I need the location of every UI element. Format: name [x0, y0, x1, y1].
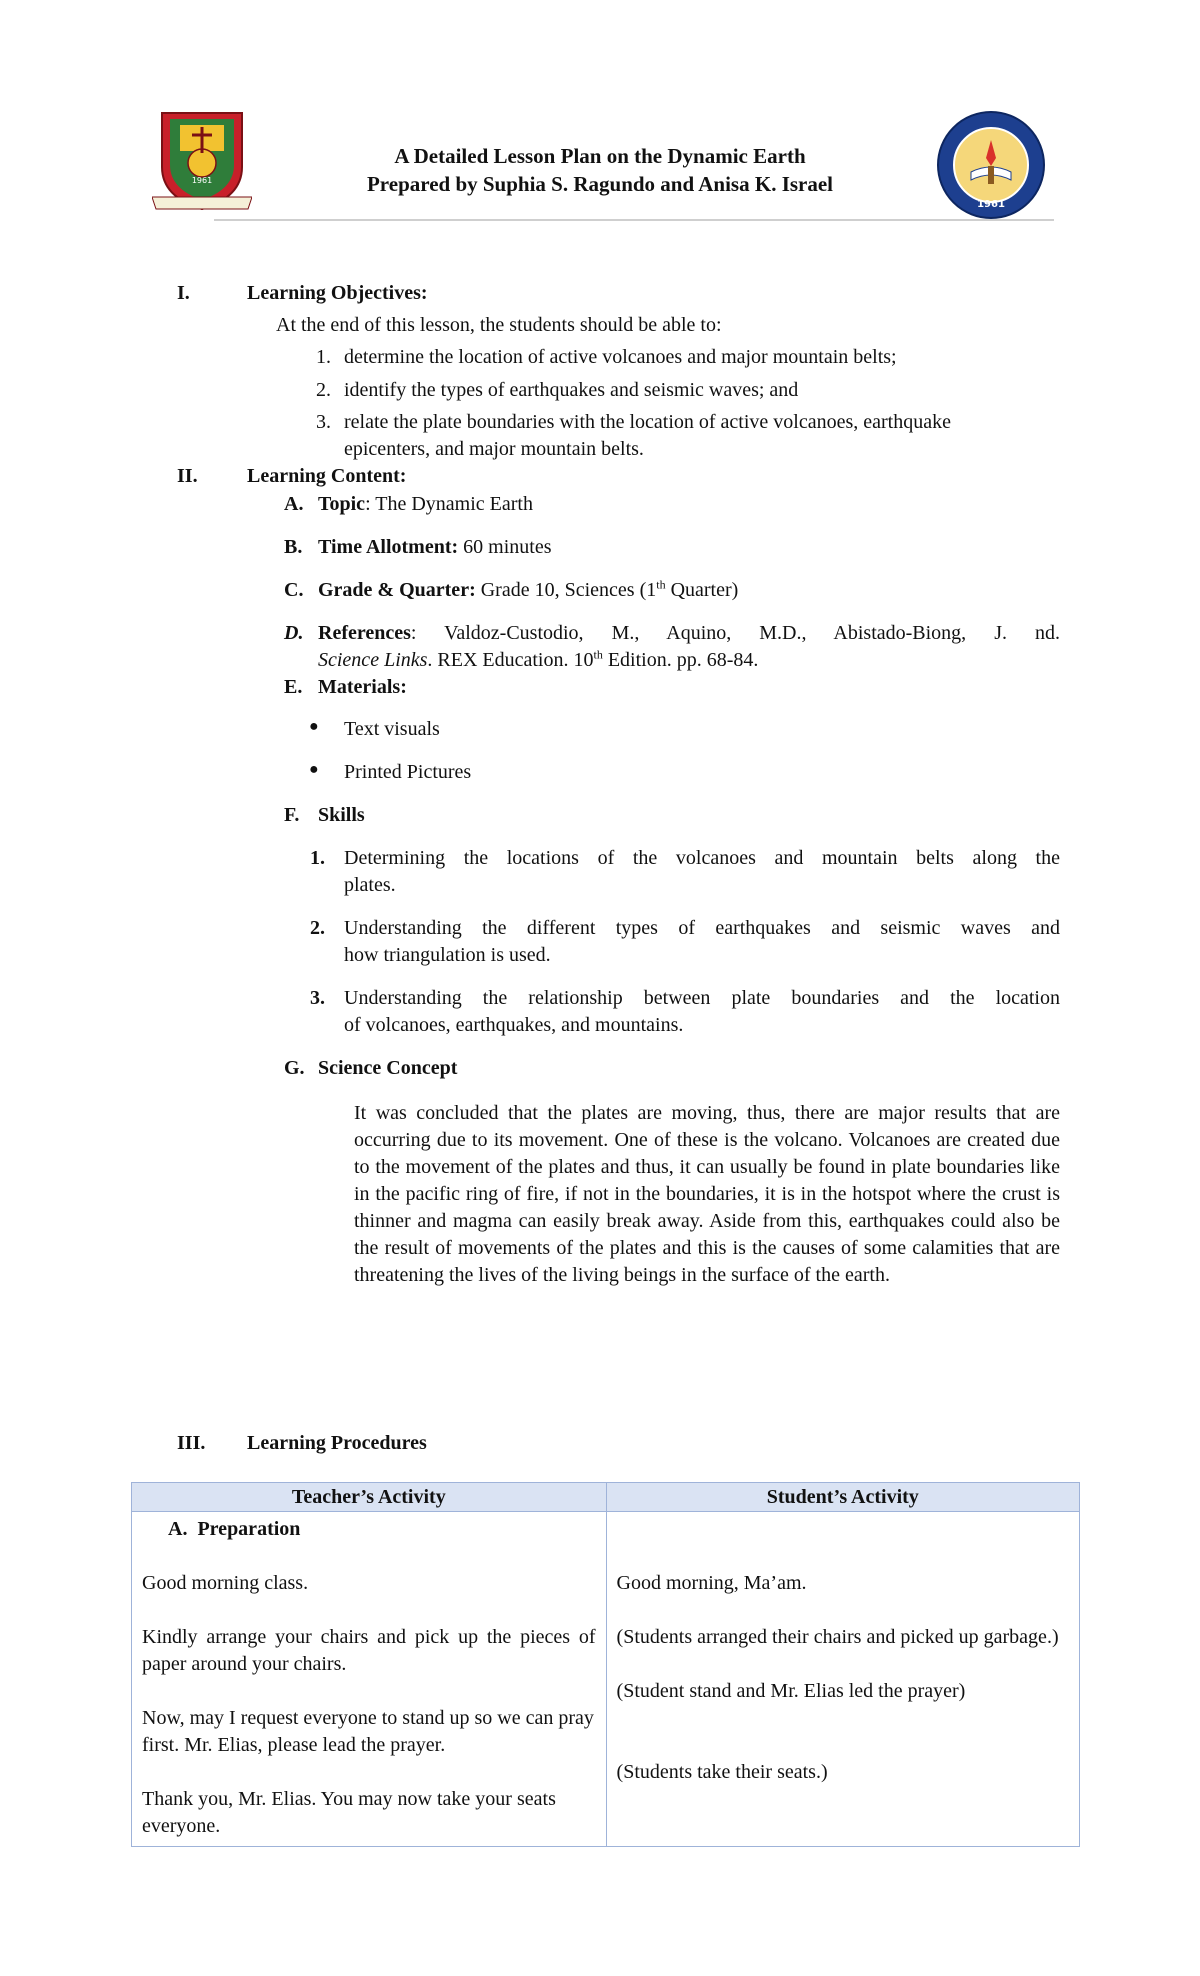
references-label: References [318, 622, 411, 644]
student-activity-cell [606, 1512, 1079, 1847]
skill-1-line1: Determining the locations of the volcanoes and mountain belts along the [344, 847, 1060, 869]
skills-label: Skills [318, 804, 365, 826]
references-edition: Edition. pp. 68-84. [602, 649, 759, 671]
table-header-row [132, 1483, 1080, 1512]
topic-line [318, 493, 533, 516]
preparation-letter: A. [168, 1518, 188, 1540]
material-item-2: Printed Pictures [344, 761, 472, 783]
references-authors: : Valdoz-Custodio, M., Aquino, M.D., Abistado-Biong, J. nd. [410, 622, 1060, 644]
time-label: Time Allotment: [318, 536, 459, 558]
section-2-heading: Learning Content: [247, 465, 407, 487]
references-sup: th [593, 647, 603, 662]
grade-letter: C. [284, 579, 304, 601]
teacher-activity-header: Teacher’s Activity [132, 1483, 607, 1512]
crest-year-text: 1961 [191, 176, 213, 185]
teacher-line-4: Thank you, Mr. Elias. You may now take your seats everyone. [142, 1788, 556, 1837]
skill-2-num: 2. [310, 917, 325, 939]
student-line-4: (Students take their seats.) [616, 1761, 828, 1783]
grade-value-post: Quarter) [665, 579, 739, 601]
material-item-1: Text visuals [344, 718, 440, 740]
objectives-intro: At the end of this lesson, the students should be able to: [276, 314, 722, 336]
document-authors: Prepared by Suphia S. Ragundo and Anisa K. Israel [366, 172, 834, 196]
section-1-numeral: I. [177, 282, 190, 304]
bullet-icon: ● [309, 718, 319, 735]
learning-procedures-table [131, 1482, 1080, 1847]
science-concept-paragraph: It was concluded that the plates are moving, thus, there are major results that are occurring due to its movement. One of these is the volcano. Volcanoes are created due to the movement of the plates and thus, it can usually be found in plate boundaries like in the pacific ring of fire, if not in the boundaries, it is in the hotspot where the crust is thinner and magma can easily break away. Aside from this, earthquakes could also be the result of movements of the plates and this is the causes of some calamities that are threatening the lives of the living beings in the surface of the earth. [354, 1102, 1060, 1286]
student-line-3: (Student stand and Mr. Elias led the prayer) [616, 1680, 966, 1702]
skills-letter: F. [284, 804, 300, 826]
objective-3-text-line1: relate the plate boundaries with the location of active volcanoes, earthquake [344, 411, 951, 433]
teacher-line-2: Kindly arrange your chairs and pick up the pieces of paper around your chairs. [142, 1626, 596, 1675]
topic-value: : The Dynamic Earth [365, 493, 533, 515]
teacher-line-3: Now, may I request everyone to stand up so we can pray first. Mr. Elias, please lead the prayer. [142, 1707, 594, 1756]
skill-3-line1: Understanding the relationship between plate boundaries and the location [344, 987, 1060, 1009]
seal-year-text: 1961 [977, 199, 1005, 210]
student-line-2: (Students arranged their chairs and picked up garbage.) [616, 1626, 1059, 1648]
references-book-title: Science Links [318, 649, 428, 671]
concept-label: Science Concept [318, 1057, 458, 1079]
student-activity-header: Student’s Activity [606, 1483, 1079, 1512]
skill-1-line2: plates. [344, 874, 396, 896]
objective-2-text: identify the types of earthquakes and seismic waves; and [344, 379, 799, 401]
concept-letter: G. [284, 1057, 305, 1079]
objective-2-num: 2. [316, 379, 331, 401]
document-title: A Detailed Lesson Plan on the Dynamic Earth [394, 144, 806, 168]
objective-1-text: determine the location of active volcanoes and major mountain belts; [344, 346, 897, 368]
skill-3-num: 3. [310, 987, 325, 1009]
objective-3-num: 3. [316, 411, 331, 433]
topic-letter: A. [284, 493, 304, 515]
grade-sup: th [656, 577, 666, 592]
references-line1 [318, 622, 1060, 645]
references-letter: D. [284, 622, 304, 644]
skill-1-num: 1. [310, 847, 325, 869]
time-line [318, 536, 552, 559]
skill-3-line2: of volcanoes, earthquakes, and mountains. [344, 1014, 684, 1036]
table-row [132, 1512, 1080, 1847]
skill-2-line2: how triangulation is used. [344, 944, 551, 966]
references-publisher: . REX Education. 10 [427, 649, 594, 671]
grade-value-pre: Grade 10, Sciences (1 [475, 579, 657, 601]
section-2-numeral: II. [177, 465, 198, 487]
teacher-activity-cell [132, 1512, 607, 1847]
references-line2 [318, 649, 758, 672]
skill-2-line1: Understanding the different types of earthquakes and seismic waves and [344, 917, 1060, 939]
section-3-numeral: III. [177, 1432, 206, 1454]
bullet-icon: ● [309, 761, 319, 778]
objective-1-num: 1. [316, 346, 331, 368]
section-3-heading: Learning Procedures [247, 1432, 427, 1454]
topic-label: Topic [318, 493, 366, 515]
student-line-1: Good morning, Ma’am. [616, 1572, 807, 1594]
preparation-subheading [142, 1516, 596, 1543]
materials-label: Materials: [318, 676, 407, 698]
preparation-label: Preparation [197, 1518, 301, 1540]
time-value: 60 minutes [458, 536, 552, 558]
section-1-heading: Learning Objectives: [247, 282, 428, 304]
header-divider [214, 219, 1054, 221]
time-letter: B. [284, 536, 303, 558]
materials-letter: E. [284, 676, 303, 698]
grade-line [318, 579, 738, 602]
teacher-line-1: Good morning class. [142, 1572, 309, 1594]
objective-3-text-line2: epicenters, and major mountain belts. [344, 438, 644, 460]
grade-label: Grade & Quarter: [318, 579, 476, 601]
